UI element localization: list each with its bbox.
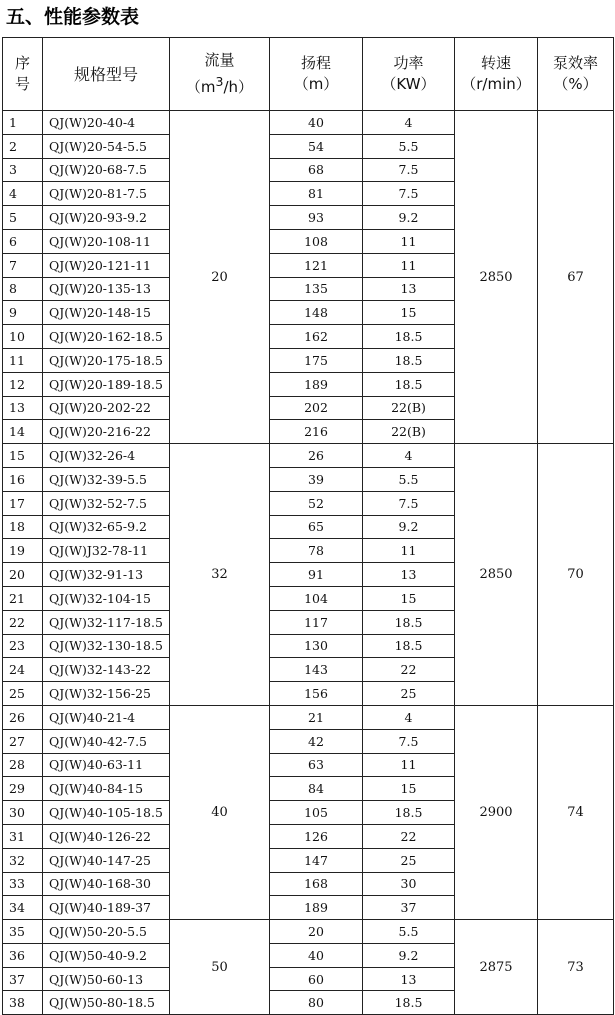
power-cell: 25 xyxy=(363,848,455,872)
efficiency-cell: 73 xyxy=(538,920,614,1015)
table-row xyxy=(3,920,614,944)
header-flow: 流量 $(m^3/h)$ xyxy=(170,38,270,111)
speed-cell: 2850 xyxy=(455,444,538,706)
head-cell: 91 xyxy=(270,563,363,587)
row-number: 3 xyxy=(3,158,43,182)
head-cell: 39 xyxy=(270,467,363,491)
row-number: 12 xyxy=(3,372,43,396)
model-cell: QJ(W)50-60-13 xyxy=(43,967,170,991)
power-cell: 18.5 xyxy=(363,801,455,825)
model-cell: QJ(W)40-147-25 xyxy=(43,848,170,872)
head-cell: 54 xyxy=(270,134,363,158)
head-cell: 52 xyxy=(270,491,363,515)
model-cell: QJ(W)50-40-9.2 xyxy=(43,943,170,967)
power-cell: 4 xyxy=(363,444,455,468)
row-number: 11 xyxy=(3,348,43,372)
head-cell: 78 xyxy=(270,539,363,563)
power-cell: 4 xyxy=(363,111,455,135)
header-efficiency: 泵效率 （%） xyxy=(538,38,614,111)
head-cell: 168 xyxy=(270,872,363,896)
power-cell: 5.5 xyxy=(363,467,455,491)
row-number: 29 xyxy=(3,777,43,801)
row-number: 14 xyxy=(3,420,43,444)
power-cell: 13 xyxy=(363,563,455,587)
model-cell: QJ(W)20-81-7.5 xyxy=(43,182,170,206)
head-cell: 40 xyxy=(270,111,363,135)
model-cell: QJ(W)20-93-9.2 xyxy=(43,206,170,230)
row-number: 13 xyxy=(3,396,43,420)
head-cell: 26 xyxy=(270,444,363,468)
power-cell: 11 xyxy=(363,253,455,277)
model-cell: QJ(W)20-40-4 xyxy=(43,111,170,135)
power-cell: 11 xyxy=(363,753,455,777)
flow-cell: 50 xyxy=(170,920,270,1015)
model-cell: QJ(W)32-130-18.5 xyxy=(43,634,170,658)
power-cell: 15 xyxy=(363,586,455,610)
head-cell: 148 xyxy=(270,301,363,325)
row-number: 21 xyxy=(3,586,43,610)
head-cell: 21 xyxy=(270,705,363,729)
head-cell: 189 xyxy=(270,372,363,396)
head-cell: 93 xyxy=(270,206,363,230)
head-cell: 63 xyxy=(270,753,363,777)
power-cell: 22 xyxy=(363,658,455,682)
head-cell: 175 xyxy=(270,348,363,372)
power-cell: 5.5 xyxy=(363,920,455,944)
row-number: 34 xyxy=(3,896,43,920)
head-cell: 80 xyxy=(270,991,363,1015)
power-cell: 18.5 xyxy=(363,634,455,658)
power-cell: 9.2 xyxy=(363,206,455,230)
model-cell: QJ(W)20-68-7.5 xyxy=(43,158,170,182)
section-title: 五、性能参数表 xyxy=(6,6,140,28)
power-cell: 9.2 xyxy=(363,515,455,539)
head-cell: 68 xyxy=(270,158,363,182)
row-number: 6 xyxy=(3,229,43,253)
row-number: 25 xyxy=(3,682,43,706)
model-cell: QJ(W)32-156-25 xyxy=(43,682,170,706)
head-cell: 162 xyxy=(270,325,363,349)
row-number: 10 xyxy=(3,325,43,349)
model-cell: QJ(W)20-202-22 xyxy=(43,396,170,420)
row-number: 1 xyxy=(3,111,43,135)
power-cell: 18.5 xyxy=(363,348,455,372)
power-cell: 25 xyxy=(363,682,455,706)
header-seq: 序 号 xyxy=(3,38,43,111)
model-cell: QJ(W)J32-78-11 xyxy=(43,539,170,563)
model-cell: QJ(W)40-189-37 xyxy=(43,896,170,920)
header-model: 规格型号 xyxy=(43,38,170,111)
model-cell: QJ(W)32-104-15 xyxy=(43,586,170,610)
row-number: 8 xyxy=(3,277,43,301)
model-cell: QJ(W)40-126-22 xyxy=(43,824,170,848)
head-cell: 135 xyxy=(270,277,363,301)
power-cell: 22 xyxy=(363,824,455,848)
row-number: 17 xyxy=(3,491,43,515)
model-cell: QJ(W)20-121-11 xyxy=(43,253,170,277)
row-number: 7 xyxy=(3,253,43,277)
model-cell: QJ(W)40-42-7.5 xyxy=(43,729,170,753)
speed-cell: 2900 xyxy=(455,705,538,919)
power-cell: 22(B) xyxy=(363,396,455,420)
row-number: 4 xyxy=(3,182,43,206)
power-cell: 18.5 xyxy=(363,610,455,634)
power-cell: 7.5 xyxy=(363,182,455,206)
head-cell: 81 xyxy=(270,182,363,206)
row-number: 24 xyxy=(3,658,43,682)
power-cell: 18.5 xyxy=(363,372,455,396)
model-cell: QJ(W)20-216-22 xyxy=(43,420,170,444)
row-number: 23 xyxy=(3,634,43,658)
model-cell: QJ(W)40-105-18.5 xyxy=(43,801,170,825)
table-row xyxy=(3,705,614,729)
head-cell: 121 xyxy=(270,253,363,277)
power-cell: 30 xyxy=(363,872,455,896)
model-cell: QJ(W)32-52-7.5 xyxy=(43,491,170,515)
head-cell: 147 xyxy=(270,848,363,872)
model-cell: QJ(W)20-189-18.5 xyxy=(43,372,170,396)
flow-cell: 40 xyxy=(170,705,270,919)
row-number: 18 xyxy=(3,515,43,539)
row-number: 15 xyxy=(3,444,43,468)
power-cell: 13 xyxy=(363,277,455,301)
head-cell: 202 xyxy=(270,396,363,420)
model-cell: QJ(W)50-20-5.5 xyxy=(43,920,170,944)
row-number: 9 xyxy=(3,301,43,325)
row-number: 27 xyxy=(3,729,43,753)
head-cell: 42 xyxy=(270,729,363,753)
head-cell: 104 xyxy=(270,586,363,610)
head-cell: 189 xyxy=(270,896,363,920)
model-cell: QJ(W)40-168-30 xyxy=(43,872,170,896)
model-cell: QJ(W)40-84-15 xyxy=(43,777,170,801)
power-cell: 7.5 xyxy=(363,158,455,182)
power-cell: 11 xyxy=(363,229,455,253)
head-cell: 60 xyxy=(270,967,363,991)
model-cell: QJ(W)40-63-11 xyxy=(43,753,170,777)
power-cell: 9.2 xyxy=(363,943,455,967)
row-number: 32 xyxy=(3,848,43,872)
head-cell: 126 xyxy=(270,824,363,848)
model-cell: QJ(W)32-91-13 xyxy=(43,563,170,587)
table-row xyxy=(3,111,614,135)
row-number: 2 xyxy=(3,134,43,158)
head-cell: 84 xyxy=(270,777,363,801)
efficiency-cell: 70 xyxy=(538,444,614,706)
power-cell: 18.5 xyxy=(363,325,455,349)
row-number: 16 xyxy=(3,467,43,491)
row-number: 26 xyxy=(3,705,43,729)
model-cell: QJ(W)20-148-15 xyxy=(43,301,170,325)
row-number: 30 xyxy=(3,801,43,825)
power-cell: 18.5 xyxy=(363,991,455,1015)
model-cell: QJ(W)32-26-4 xyxy=(43,444,170,468)
model-cell: QJ(W)32-65-9.2 xyxy=(43,515,170,539)
model-cell: QJ(W)50-80-18.5 xyxy=(43,991,170,1015)
head-cell: 156 xyxy=(270,682,363,706)
row-number: 37 xyxy=(3,967,43,991)
row-number: 38 xyxy=(3,991,43,1015)
header-row xyxy=(3,38,614,111)
model-cell: QJ(W)32-39-5.5 xyxy=(43,467,170,491)
flow-cell: 20 xyxy=(170,111,270,444)
row-number: 31 xyxy=(3,824,43,848)
header-power: 功率 （KW） xyxy=(363,38,455,111)
performance-table xyxy=(2,37,614,1015)
head-cell: 65 xyxy=(270,515,363,539)
power-cell: 7.5 xyxy=(363,491,455,515)
model-cell: QJ(W)20-54-5.5 xyxy=(43,134,170,158)
row-number: 36 xyxy=(3,943,43,967)
model-cell: QJ(W)40-21-4 xyxy=(43,705,170,729)
head-cell: 216 xyxy=(270,420,363,444)
model-cell: QJ(W)32-143-22 xyxy=(43,658,170,682)
table-body xyxy=(3,111,614,1015)
head-cell: 40 xyxy=(270,943,363,967)
head-cell: 130 xyxy=(270,634,363,658)
model-cell: QJ(W)20-108-11 xyxy=(43,229,170,253)
speed-cell: 2850 xyxy=(455,111,538,444)
row-number: 20 xyxy=(3,563,43,587)
header-speed: 转速 （r/min） xyxy=(455,38,538,111)
model-cell: QJ(W)20-135-13 xyxy=(43,277,170,301)
table-row xyxy=(3,444,614,468)
row-number: 35 xyxy=(3,920,43,944)
power-cell: 13 xyxy=(363,967,455,991)
power-cell: 11 xyxy=(363,539,455,563)
speed-cell: 2875 xyxy=(455,920,538,1015)
model-cell: QJ(W)32-117-18.5 xyxy=(43,610,170,634)
head-cell: 143 xyxy=(270,658,363,682)
efficiency-cell: 74 xyxy=(538,705,614,919)
model-cell: QJ(W)20-162-18.5 xyxy=(43,325,170,349)
power-cell: 22(B) xyxy=(363,420,455,444)
row-number: 28 xyxy=(3,753,43,777)
power-cell: 5.5 xyxy=(363,134,455,158)
head-cell: 105 xyxy=(270,801,363,825)
power-cell: 15 xyxy=(363,777,455,801)
row-number: 22 xyxy=(3,610,43,634)
model-cell: QJ(W)20-175-18.5 xyxy=(43,348,170,372)
row-number: 5 xyxy=(3,206,43,230)
header-head: 扬程 （m） xyxy=(270,38,363,111)
row-number: 33 xyxy=(3,872,43,896)
power-cell: 4 xyxy=(363,705,455,729)
efficiency-cell: 67 xyxy=(538,111,614,444)
power-cell: 7.5 xyxy=(363,729,455,753)
flow-cell: 32 xyxy=(170,444,270,706)
power-cell: 37 xyxy=(363,896,455,920)
head-cell: 117 xyxy=(270,610,363,634)
head-cell: 20 xyxy=(270,920,363,944)
head-cell: 108 xyxy=(270,229,363,253)
power-cell: 15 xyxy=(363,301,455,325)
row-number: 19 xyxy=(3,539,43,563)
